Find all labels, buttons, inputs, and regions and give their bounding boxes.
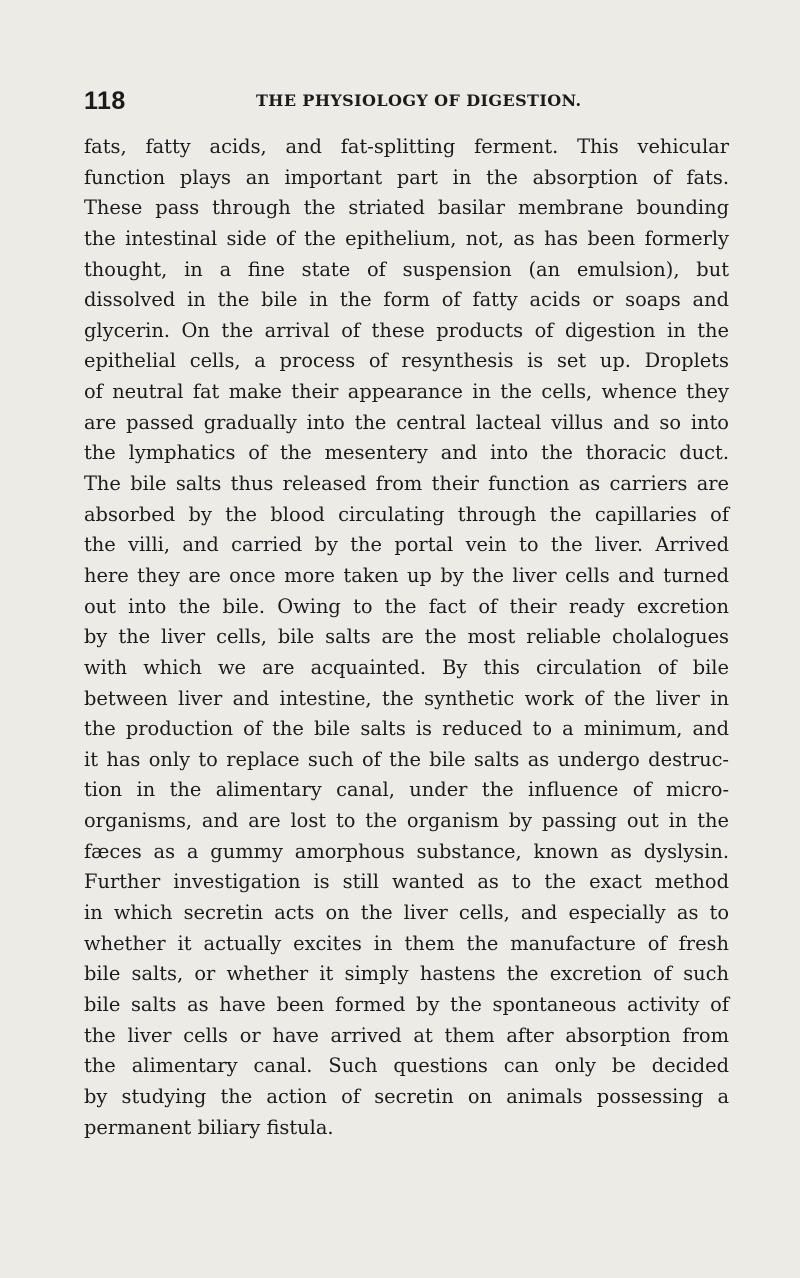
text-line: whether it actually excites in them the manufacture of fresh [84,931,729,955]
text-line: permanent biliary fistula. [84,1115,334,1139]
text-line: it has only to replace such of the bile salts as undergo destruc- [84,747,729,771]
text-line: tion in the alimentary canal, under the influence of micro- [84,778,729,802]
text-line: absorbed by the blood circulating through the capillaries of [84,502,729,526]
body-paragraph [84,132,729,1143]
text-line: the production of the bile salts is reduced to a minimum, and [84,717,729,741]
text-line: between liver and intestine, the synthetic work of the liver in [84,686,729,710]
text-line: with which we are acquainted. By this circulation of bile [84,655,729,679]
text-line: glycerin. On the arrival of these products of digestion in the [84,318,729,342]
text-line: the liver cells or have arrived at them after absorption from [84,1023,729,1047]
text-line: bile salts as have been formed by the spontaneous activity of [84,992,729,1016]
text-line: in which secretin acts on the liver cells, and especially as to [84,901,729,925]
text-line: the villi, and carried by the portal vein to the liver. Arrived [84,533,729,557]
text-line: here they are once more taken up by the liver cells and turned [84,563,729,587]
text-line: bile salts, or whether it simply hastens the excretion of such [84,962,729,986]
text-line: Further investigation is still wanted as to the exact method [84,870,729,894]
text-line: of neutral fat make their appearance in the cells, whence they [84,380,729,404]
text-line: by the liver cells, bile salts are the most reliable cholalogues [84,625,729,649]
text-line: epithelial cells, a process of resynthesis is set up. Droplets [84,349,729,373]
text-line: fæces as a gummy amorphous substance, known as dyslysin. [84,839,729,863]
text-line: out into the bile. Owing to the fact of their ready excretion [84,594,729,618]
text-line: These pass through the striated basilar membrane bounding [84,196,729,220]
text-line: organisms, and are lost to the organism by passing out in the [84,809,729,833]
text-line: dissolved in the bile in the form of fatty acids or soaps and [84,288,729,312]
text-line: fats, fatty acids, and fat-splitting ferment. This vehicular [84,135,729,158]
running-head [84,86,729,116]
text-line: The bile salts thus released from their function as carriers are [84,472,729,496]
text-line: by studying the action of secretin on animals possessing a [84,1084,729,1108]
text-line: are passed gradually into the central lacteal villus and so into [84,410,729,434]
text-line: function plays an important part in the absorption of fats. [84,165,729,189]
text-line: thought, in a fine state of suspension (an emulsion), but [84,257,729,281]
text-line: the alimentary canal. Such questions can only be decided [84,1054,729,1078]
running-title: THE PHYSIOLOGY OF DIGESTION. [256,91,582,110]
text-line: the intestinal side of the epithelium, not, as has been formerly [84,226,729,250]
page-number: 118 [84,87,126,115]
text-line: the lymphatics of the mesentery and into the thoracic duct. [84,441,729,465]
